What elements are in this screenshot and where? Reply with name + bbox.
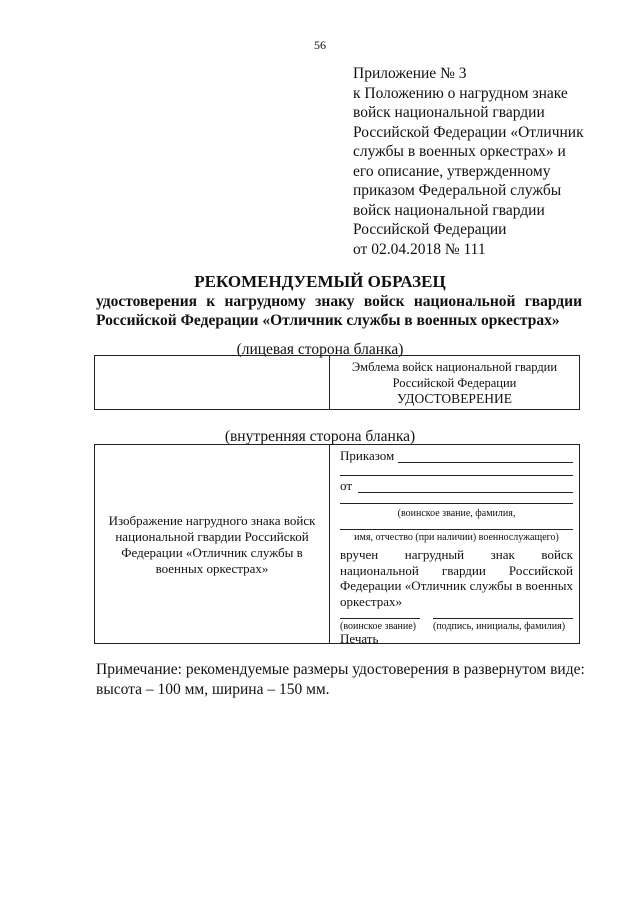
fill-line	[340, 529, 573, 530]
emblem-text: Российской Федерации	[392, 376, 517, 390]
form-divider	[329, 445, 330, 643]
rank-fill-line	[340, 618, 420, 619]
inner-side-caption: (внутренняя сторона бланка)	[224, 428, 416, 445]
badge-image-placeholder	[101, 513, 323, 577]
fill-line	[340, 503, 573, 504]
certificate-heading: УДОСТОВЕРЕНИЕ	[397, 391, 512, 406]
appendix-line: войск национальной гвардии	[353, 104, 545, 121]
seal-label: Печать	[340, 631, 379, 646]
emblem-text: Эмблема войск национальной гвардии	[351, 360, 558, 374]
awarded-line: Федерации «Отличник службы в военных	[340, 578, 573, 593]
appendix-line: Российской Федерации «Отличник	[353, 123, 584, 141]
document-subtitle	[96, 292, 582, 330]
badge-image-text: военных оркестрах»	[155, 561, 269, 576]
front-right-cell	[330, 359, 579, 407]
badge-image-text: национальной гвардии Российской	[115, 529, 309, 544]
note-line: высота – 100 мм, ширина – 150 мм.	[96, 681, 330, 698]
appendix-line: Приложение № 3	[353, 65, 467, 82]
signature-fill-line	[433, 618, 573, 619]
inner-side-form	[94, 444, 580, 644]
from-label: от	[340, 478, 353, 493]
rank-name-hint: (воинское звание, фамилия,	[397, 508, 516, 519]
awarded-line: вручен нагрудный знак войск	[340, 547, 573, 562]
appendix-line: Российской Федерации	[353, 221, 507, 238]
from-fill-line	[358, 492, 573, 493]
appendix-line: его описание, утвержденному	[353, 162, 551, 180]
document-title: РЕКОМЕНДУЕМЫЙ ОБРАЗЕЦ	[194, 272, 446, 291]
awarded-line: оркестрах»	[340, 593, 402, 609]
badge-image-text: Федерации «Отличник службы в	[121, 545, 303, 560]
appendix-line: от 02.04.2018 № 111	[353, 240, 486, 258]
appendix-block	[353, 64, 613, 259]
front-side-form	[94, 355, 580, 410]
order-fill-line	[398, 462, 573, 463]
appendix-line: приказом Федеральной службы	[353, 182, 562, 199]
rank-hint: (воинское звание)	[340, 621, 416, 632]
appendix-line: войск национальной гвардии	[353, 201, 545, 219]
signature-hint: (подпись, инициалы, фамилия)	[433, 621, 566, 632]
awarded-text	[340, 547, 573, 609]
note	[96, 660, 596, 700]
subtitle-line: Российской Федерации «Отличник службы в военных оркестрах»	[96, 312, 560, 329]
appendix-line: службы в военных оркестрах» и	[353, 143, 566, 160]
subtitle-line: удостоверения к нагрудному знаку войск национальной гвардии	[96, 293, 582, 310]
appendix-line: к Положению о нагрудном знаке	[353, 84, 568, 102]
patronymic-hint: имя, отчество (при наличии) военнослужащего)	[354, 532, 559, 543]
badge-image-text: Изображение нагрудного знака войск	[108, 513, 316, 528]
front-side-caption: (лицевая сторона бланка)	[236, 341, 404, 358]
awarded-line: национальной гвардии Российской	[340, 562, 573, 578]
fill-line	[340, 475, 573, 476]
order-label: Приказом	[340, 448, 395, 463]
note-line: Примечание: рекомендуемые размеры удостоверения в развернутом виде:	[96, 661, 585, 678]
page-number: 56	[314, 38, 326, 52]
